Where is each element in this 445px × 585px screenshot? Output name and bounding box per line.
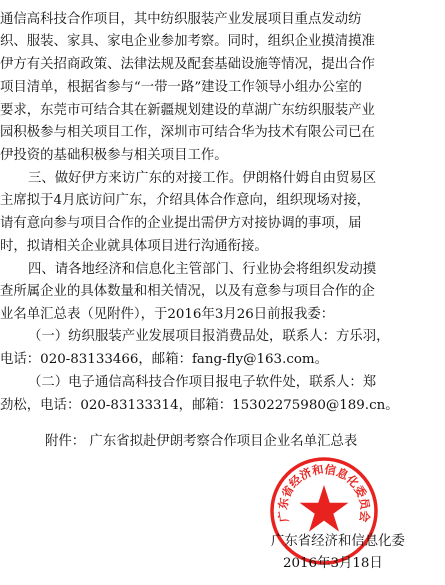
body-line: 业名单汇总表（见附件），于2016年3月26日前报我委： xyxy=(0,307,335,322)
body-line: 查所属企业的具体数量和相关情况，以及有意参与项目合作的企 xyxy=(0,284,375,299)
body-line: 时，拟请相关企业就具体项目进行沟通衔接。 xyxy=(0,239,268,254)
seal-text-path: 广东省经济和信息化委员会 xyxy=(275,462,373,524)
signature-date: 2016年3月18日 xyxy=(283,556,383,571)
body-line: 四、请各地经济和信息化主管部门、行业协会将组织发动摸 xyxy=(28,262,377,277)
attachment-line: 附件： 广东省拟赴伊朗考察合作项目企业名单汇总表 xyxy=(45,434,358,449)
body-line: 三、做好伊方来访广东的对接工作。伊朗格什姆自由贸易区 xyxy=(28,171,377,186)
body-line: （一）纺织服装产业发展项目报消费品处，联系人：方乐羽， xyxy=(28,329,390,344)
body-line: 请有意向参与项目合作的企业提出需伊方对接协调的事项，届 xyxy=(0,216,362,231)
body-line: 项目清单，根据省参与“一带一路”建设工作领导小组办公室的 xyxy=(0,80,362,95)
body-line: 园积极参与相关项目工作，深圳市可结合华为技术有限公司已在 xyxy=(0,125,375,140)
body-line: 劲松，电话：020-83133314，邮箱：15302275980@189.cn。 xyxy=(0,398,399,413)
seal-star xyxy=(300,485,349,532)
body-line: 要求，东莞市可结合其在新疆规划建设的草湖广东纺织服装产业 xyxy=(0,103,375,118)
body-line: 通信高科技合作项目，其中纺织服装产业发展项目重点发动纺 xyxy=(0,12,362,27)
signature-org: 广东省经济和信息化委 xyxy=(271,534,405,549)
body-line: （二）电子通信高科技合作项目报电子软件处，联系人：郑 xyxy=(28,375,377,390)
body-line: 主席拟于4月底访问广东，介绍具体合作意向，组织现场对接， xyxy=(0,193,371,208)
body-line: 伊投资的基础积极参与相关项目工作。 xyxy=(0,148,228,163)
body-line: 织、服装、家具、家电企业参加考察。同时，组织企业摸清摸准 xyxy=(0,34,375,49)
body-line: 电话：020-83133466，邮箱：fang-fly@163.com。 xyxy=(0,352,328,367)
body-line: 伊方有关招商政策、法律法规及配套基础设施等情况，提出合作 xyxy=(0,57,375,72)
